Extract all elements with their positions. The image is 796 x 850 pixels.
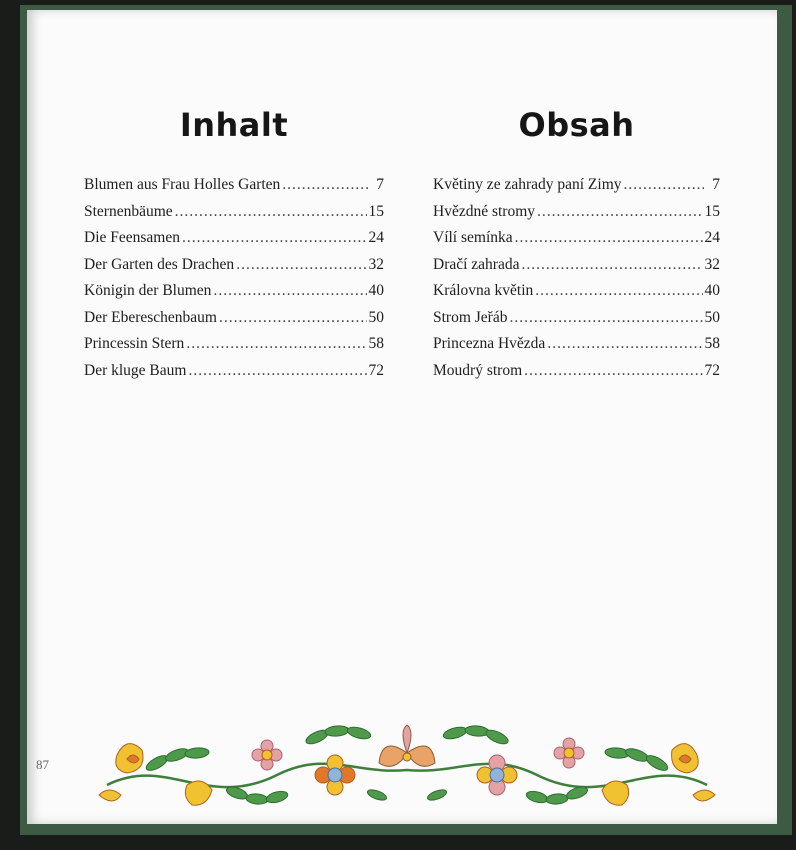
toc-page: 15 [368,202,384,220]
toc-entry [84,203,384,230]
german-toc-list [84,176,384,388]
toc-title: Dračí zahrada [433,255,520,273]
leader-dots [182,229,367,247]
toc-page: 7 [376,176,384,193]
toc-title: Königin der Blumen [84,282,212,299]
toc-page: 32 [368,255,384,273]
leader-dots [219,309,367,327]
toc-entry [433,282,720,309]
toc-title: Der Ebereschenbaum [84,308,217,326]
toc-title: Princessin Stern [84,335,185,352]
toc-page: 72 [368,361,384,379]
toc-page: 40 [368,282,384,299]
toc-entry [84,335,384,362]
toc-entry [433,256,720,283]
toc-entry [84,256,384,283]
leader-dots [537,203,702,221]
toc-title: Vílí semínka [433,229,513,246]
leader-dots [624,176,704,194]
czech-toc-list [433,176,720,388]
leader-dots [186,335,366,353]
czech-heading: Obsah [518,106,635,144]
toc-page: 50 [368,308,384,326]
toc-title: Der kluge Baum [84,361,187,379]
toc-entry [433,335,720,362]
book-page [27,10,777,824]
toc-entry [433,176,720,203]
leader-dots [524,362,702,380]
leader-dots [509,309,702,327]
leader-dots [282,176,368,194]
toc-page: 58 [704,335,720,352]
leader-dots [175,203,367,221]
leader-dots [535,282,702,300]
toc-entry [433,229,720,256]
german-heading: Inhalt [179,106,289,144]
toc-page: 32 [704,255,720,273]
toc-title: Princezna Hvězda [433,335,546,352]
toc-entry [433,203,720,230]
toc-page: 7 [712,176,720,193]
toc-title: Strom Jeřáb [433,308,508,326]
leader-dots [188,362,366,380]
leader-dots [547,335,702,353]
toc-title: Královna květin [433,282,534,299]
toc-entry [84,362,384,389]
leader-dots [515,229,703,247]
leader-dots [521,256,702,274]
leader-dots [236,256,366,274]
toc-title: Blumen aus Frau Holles Garten [84,176,281,193]
leader-dots [213,282,366,300]
toc-page: 24 [368,229,384,246]
toc-page: 50 [704,308,720,326]
toc-title: Der Garten des Drachen [84,255,235,273]
toc-entry [433,362,720,389]
toc-page: 72 [704,361,720,379]
toc-entry [84,309,384,336]
toc-page: 15 [704,202,720,220]
toc-title: Die Feensamen [84,229,180,246]
toc-page: 58 [368,335,384,352]
toc-page: 40 [704,282,720,299]
toc-title: Hvězdné stromy [433,202,536,220]
toc-page: 24 [704,229,720,246]
floral-border-icon [87,715,727,815]
toc-title: Sternenbäume [84,202,173,220]
toc-entry [433,309,720,336]
toc-title: Květiny ze zahrady paní Zimy [433,176,622,193]
toc-entry [84,176,384,203]
toc-title: Moudrý strom [433,361,523,379]
toc-entry [84,282,384,309]
toc-entry [84,229,384,256]
page-number: 87 [36,757,49,772]
